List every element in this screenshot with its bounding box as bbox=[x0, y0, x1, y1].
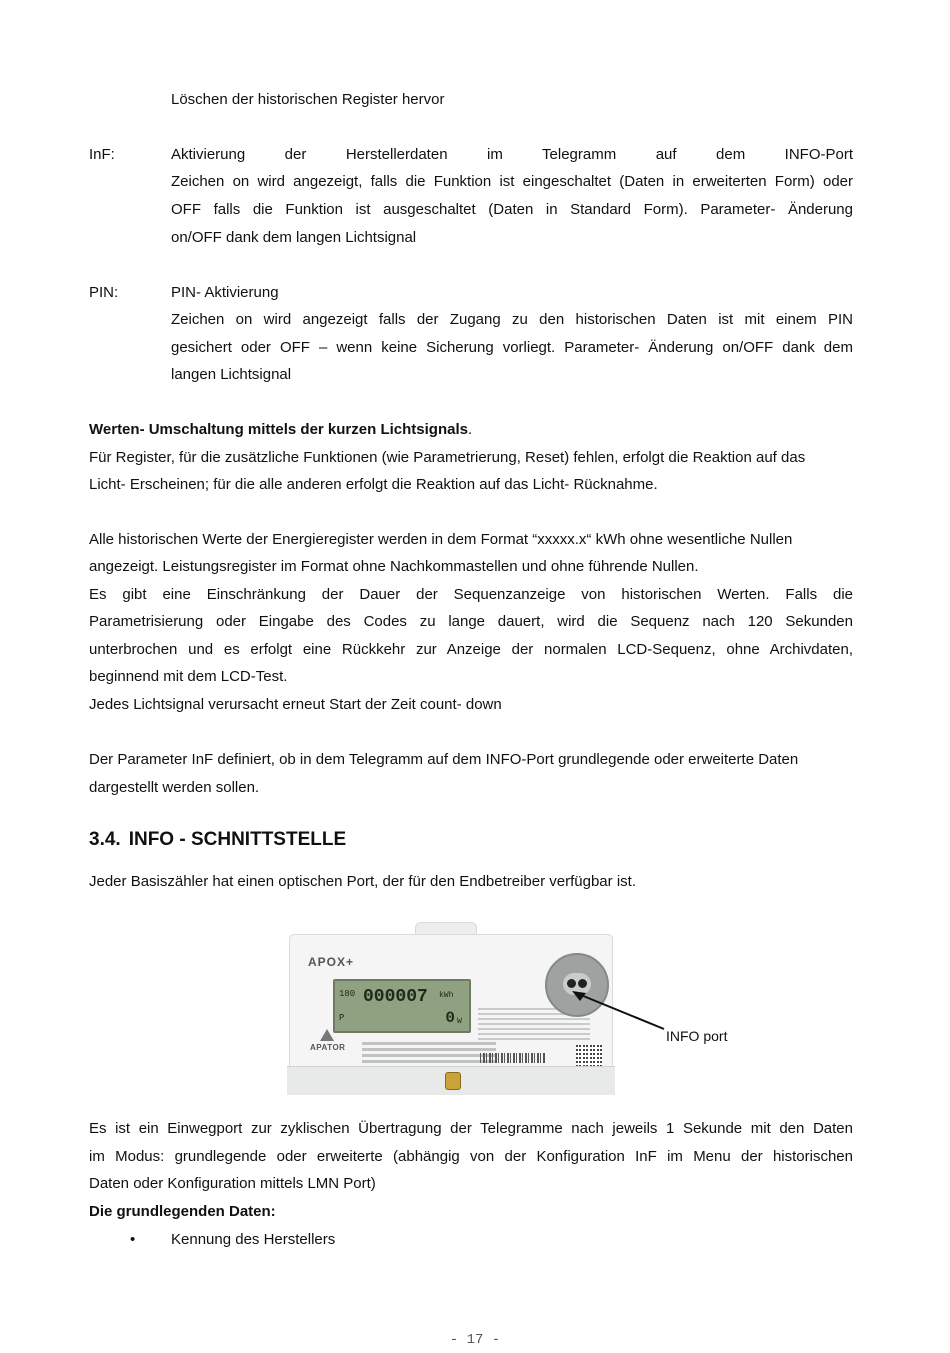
section-number: 3.4. bbox=[89, 829, 121, 850]
paragraph-line: Der Parameter InF definiert, ob in dem Telegramm auf dem INFO-Port grundlegende oder erweiterte Daten bbox=[89, 751, 799, 768]
pin-line-1: PIN- Aktivierung bbox=[171, 284, 279, 301]
barcode bbox=[480, 1053, 546, 1063]
paragraph-line: unterbrochen und es erfolgt eine Rückkehr zur Anzeige der normalen LCD-Sequenz, ohne Archivdaten, bbox=[89, 641, 853, 658]
paragraph-line: beginnend mit dem LCD-Test. bbox=[89, 668, 288, 685]
paragraph-line: Für Register, für die zusätzliche Funktionen (wie Parametrierung, Reset) fehlen, erfolgt die Reaktion auf das bbox=[89, 449, 806, 466]
paragraph-line: dargestellt werden sollen. bbox=[89, 779, 260, 796]
lcd-obis: 180 bbox=[339, 989, 356, 999]
inf-line-3: OFF falls die Funktion ist ausgeschaltet (Daten in Standard Form). Parameter- Änderung bbox=[171, 201, 853, 218]
term-pin: PIN: bbox=[89, 284, 119, 301]
maker-logo: APATOR bbox=[310, 1043, 346, 1052]
info-port-callout: INFO port bbox=[666, 1028, 728, 1044]
lcd-main-value: 000007 bbox=[363, 987, 428, 1007]
brand-logo: APOX+ bbox=[308, 955, 355, 969]
paragraph-line: Alle historischen Werte der Energieregister werden in dem Format “xxxxx.x“ kWh ohne wesentliche Nullen bbox=[89, 531, 793, 548]
term-inf: InF: bbox=[89, 146, 115, 163]
paragraph-line: im Modus: grundlegende oder erweiterte (abhängig von der Konfiguration InF im Menu der historischen bbox=[89, 1148, 853, 1165]
list-item: Kennung des Herstellers bbox=[171, 1231, 336, 1248]
lcd-p-indicator: P bbox=[339, 1013, 345, 1023]
paragraph-line: Löschen der historischen Register hervor bbox=[171, 91, 445, 108]
paragraph-line: Daten oder Konfiguration mittels LMN Port) bbox=[89, 1175, 376, 1192]
seal-knob bbox=[445, 1072, 461, 1090]
inf-line-1: Aktivierung der Herstellerdaten im Telegramm auf dem INFO-Port bbox=[171, 146, 853, 163]
paragraph-line: Licht- Erscheinen; für die alle anderen erfolgt die Reaktion auf das Licht- Rücknahme. bbox=[89, 476, 658, 493]
paragraph-line: Jeder Basiszähler hat einen optischen Port, der für den Endbetreiber verfügbar ist. bbox=[89, 873, 636, 890]
lcd-power-value: 0 bbox=[445, 1009, 455, 1027]
paragraph-line: Jedes Lichtsignal verursacht erneut Start der Zeit count- down bbox=[89, 696, 502, 713]
pin-line-3: gesichert oder OFF – wenn keine Sicherung vorliegt. Parameter- Änderung on/OFF dank dem bbox=[171, 339, 853, 356]
inf-line-4: on/OFF dank dem langen Lichtsignal bbox=[171, 229, 417, 246]
pin-line-4: langen Lichtsignal bbox=[171, 366, 292, 383]
paragraph-line: angezeigt. Leistungsregister im Format ohne Nachkommastellen und ohne führende Nullen. bbox=[89, 558, 699, 575]
section-heading bbox=[89, 828, 346, 852]
paragraph-line: Es gibt eine Einschränkung der Dauer der Sequenzanzeige von historischen Werten. Falls die bbox=[89, 586, 853, 603]
werten-heading-dot: . bbox=[467, 421, 473, 438]
lcd-display bbox=[333, 979, 471, 1033]
page-number: - 17 - bbox=[449, 1332, 501, 1348]
lcd-unit: kWh bbox=[439, 991, 454, 1000]
paragraph-line: Es ist ein Einwegport zur zyklischen Übertragung der Telegramme nach jeweils 1 Sekunde mit den Daten bbox=[89, 1120, 853, 1137]
apator-logo-icon bbox=[320, 1029, 334, 1041]
basic-data-heading: Die grundlegenden Daten: bbox=[89, 1203, 276, 1220]
callout-arrow-icon bbox=[560, 985, 670, 1035]
bullet-icon: • bbox=[130, 1231, 136, 1248]
section-title: INFO - SCHNITTSTELLE bbox=[128, 829, 347, 850]
inf-line-2: Zeichen on wird angezeigt, falls die Funktion ist eingeschaltet (Daten in erweiterten Form) oder bbox=[171, 173, 853, 190]
lcd-power-unit: W bbox=[457, 1017, 462, 1026]
paragraph-line: Parametrisierung oder Eingabe des Codes zu lange dauert, wird die Sequenz nach 120 Sekunden bbox=[89, 613, 853, 630]
pin-line-2: Zeichen on wird angezeigt falls der Zugang zu den historischen Daten ist mit einem PIN bbox=[171, 311, 853, 328]
werten-heading-bold: Werten- Umschaltung mittels der kurzen Lichtsignals bbox=[89, 421, 468, 438]
werten-heading bbox=[89, 420, 472, 440]
